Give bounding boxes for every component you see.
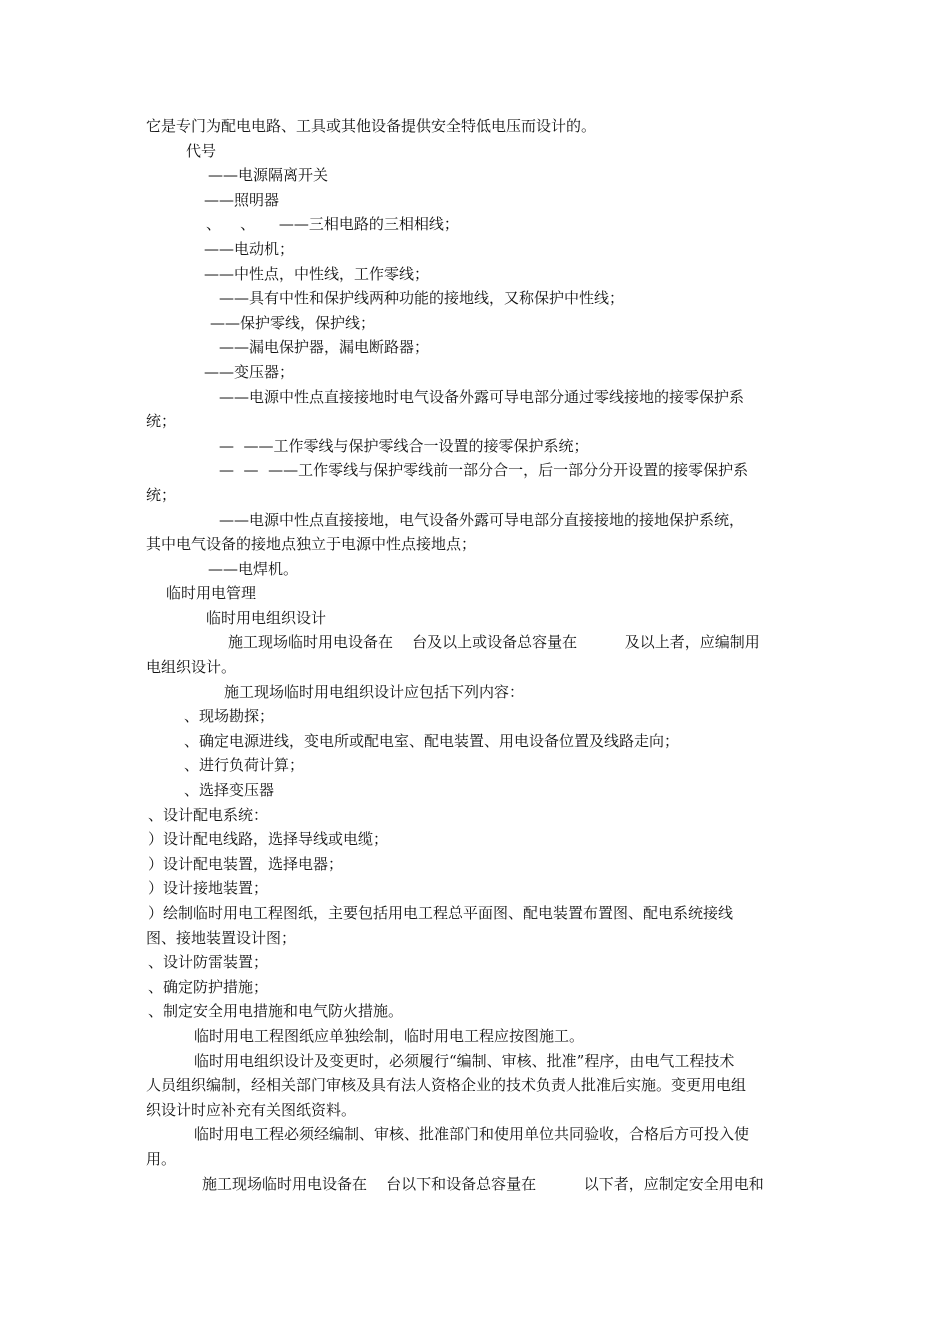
text-line: 电组织设计。 — [146, 658, 237, 677]
text-line: 其中电气设备的接地点独立于电源中性点接地点； — [146, 535, 477, 554]
text-line: 代号 — [186, 141, 217, 160]
text-line: ——照明器 — [204, 190, 280, 209]
list-item: 、设计防雷装置； — [148, 953, 269, 972]
text-line: ——电源中性点直接接地，电气设备外露可导电部分直接接地的接地保护系统， — [219, 510, 745, 529]
text-line: 临时用电工程必须经编制、审核、批准部门和使用单位共同验收，合格后方可投入使 — [194, 1125, 750, 1144]
list-item: 、进行负荷计算； — [184, 756, 305, 775]
text-line: ——保护零线，保护线； — [210, 313, 376, 332]
list-item: ）设计配电线路，选择导线或电缆； — [148, 830, 389, 849]
text-line: 、 、 ——三相电路的三相相线； — [206, 215, 459, 234]
list-item: ）绘制临时用电工程图纸，主要包括用电工程总平面图、配电装置布置图、配电系统接线 — [148, 904, 734, 922]
text-line: ——电焊机。 — [208, 559, 299, 578]
text-line: ——电源隔离开关 — [208, 166, 329, 185]
text-line: 临时用电组织设计及变更时，必须履行“编制、审核、批准”程序，由电气工程技术 — [194, 1051, 735, 1070]
section-heading: 临时用电管理 — [166, 584, 257, 603]
text-line: 施工现场临时用电设备在 台以下和设备总容量在 以下者，应制定安全用电和 — [202, 1174, 764, 1193]
text-line: ——电动机； — [204, 239, 295, 258]
text-line: 统； — [146, 412, 177, 431]
text-line: ——具有中性和保护线两种功能的接地线，又称保护中性线； — [219, 289, 625, 308]
text-line: 用。 — [146, 1149, 177, 1168]
text-line: ——漏电保护器，漏电断路器； — [219, 338, 430, 357]
text-line: — — ——工作零线与保护零线前一部分合一，后一部分分开设置的接零保护系 — [219, 461, 749, 480]
text-line: ——中性点，中性线，工作零线； — [204, 264, 430, 283]
text-line: 人员组织编制，经相关部门审核及具有法人资格企业的技术负责人批准后实施。变更用电组 — [146, 1076, 747, 1095]
text-line: 统； — [146, 485, 177, 504]
text-line: ——变压器； — [204, 362, 295, 381]
list-item: 、现场勘探； — [184, 707, 275, 726]
list-item: ）设计配电装置，选择电器； — [148, 854, 344, 873]
subsection-heading: 临时用电组织设计 — [206, 608, 327, 627]
text-line: ——电源中性点直接接地时电气设备外露可导电部分通过零线接地的接零保护系 — [219, 387, 745, 406]
text-line: — ——工作零线与保护零线合一设置的接零保护系统； — [219, 436, 589, 455]
list-item: ）设计接地装置； — [148, 879, 269, 898]
text-line: 它是专门为配电电路、工具或其他设备提供安全特低电压而设计的。 — [146, 117, 597, 135]
text-line: 施工现场临时用电设备在 台及以上或设备总容量在 及以上者，应编制用 — [228, 633, 760, 652]
text-line: 织设计时应补充有关图纸资料。 — [146, 1100, 357, 1119]
list-item: 、制定安全用电措施和电气防火措施。 — [148, 1002, 404, 1021]
text-line: 临时用电工程图纸应单独绘制，临时用电工程应按图施工。 — [194, 1026, 585, 1045]
document-body — [146, 114, 808, 1196]
text-line: 施工现场临时用电组织设计应包括下列内容： — [224, 682, 525, 701]
list-item: 、确定电源进线，变电所或配电室、配电装置、用电设备位置及线路走向； — [184, 731, 680, 750]
list-item: 、确定防护措施； — [148, 977, 269, 996]
list-item: 、选择变压器 — [184, 781, 275, 800]
text-line: 图、接地装置设计图； — [146, 928, 297, 947]
list-item: 、设计配电系统： — [148, 805, 269, 824]
